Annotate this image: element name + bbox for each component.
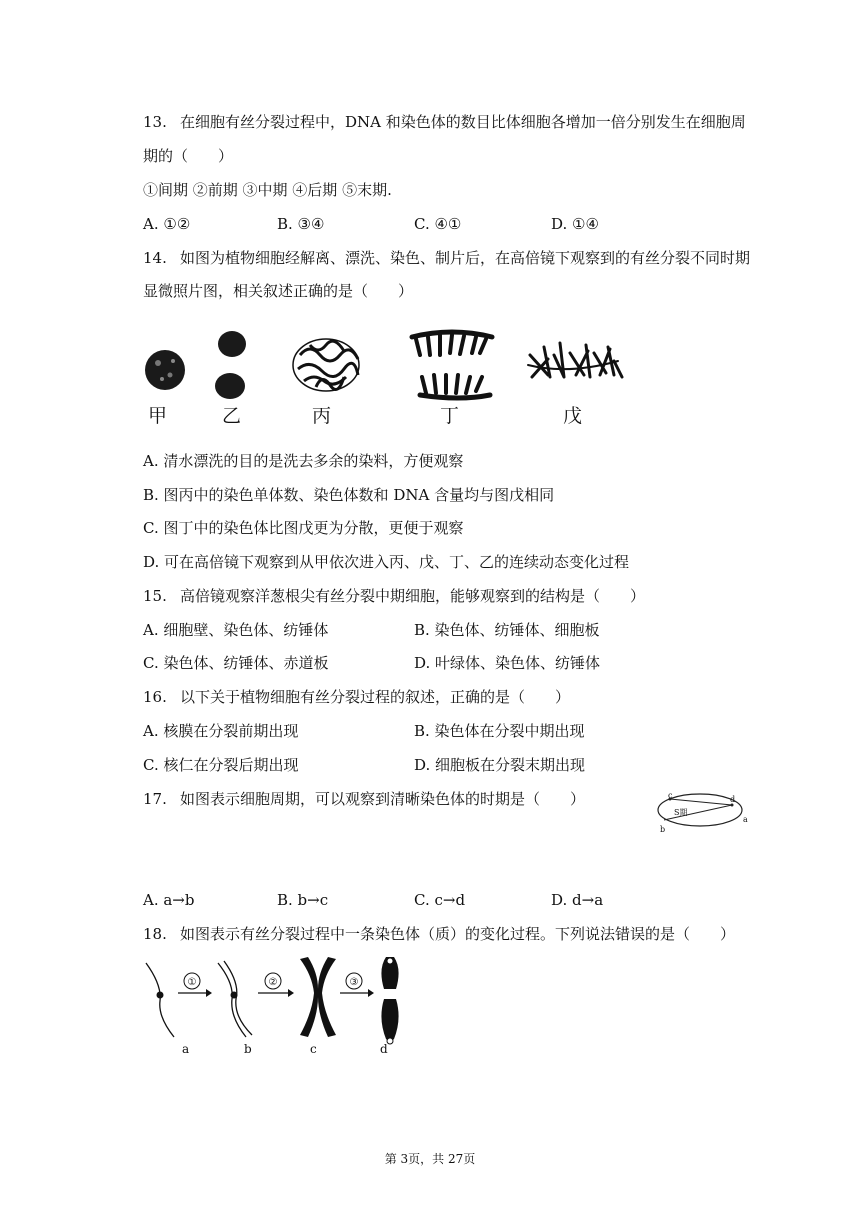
q14-stem-line2: 显微照片图，相关叙述正确的是（ ） xyxy=(143,282,414,300)
q17-cell-cycle-figure xyxy=(652,786,754,838)
step-3-label: ③ xyxy=(349,977,359,988)
cycle-label-a: a xyxy=(743,815,748,824)
q13-option-b[interactable]: B. ③④ xyxy=(277,215,325,233)
q16-option-d[interactable]: D. 细胞板在分裂末期出现 xyxy=(414,756,586,774)
q14-option-c[interactable]: C. 图丁中的染色体比图戊更为分散，更便于观察 xyxy=(143,519,464,537)
q14-micrograph-figure xyxy=(140,325,630,430)
q16-number: 16. xyxy=(143,688,167,706)
q15-option-a[interactable]: A. 细胞壁、染色体、纺锤体 xyxy=(143,621,329,639)
q15-option-b[interactable]: B. 染色体、纺锤体、细胞板 xyxy=(414,621,600,639)
q17-option-a[interactable]: A. a→b xyxy=(143,891,195,909)
cell-jia-image xyxy=(145,350,185,390)
q16-option-b[interactable]: B. 染色体在分裂中期出现 xyxy=(414,722,585,740)
cell-wu-image xyxy=(528,343,622,377)
q13-option-d[interactable]: D. ①④ xyxy=(551,215,599,233)
q13-stem-line1: 13. 在细胞有丝分裂过程中，DNA 和染色体的数目比体细胞各增加一倍分别发生在细胞周 xyxy=(143,113,746,131)
cycle-label-c: c xyxy=(668,791,673,800)
cycle-label-b: b xyxy=(660,825,666,834)
page-number-footer: 第 3页，共 27页 xyxy=(384,1152,476,1166)
q18-stem: 18. 如图表示有丝分裂过程中一条染色体（质）的变化过程。下列说法错误的是（ ） xyxy=(143,925,736,943)
q13-option-a[interactable]: A. ①② xyxy=(143,215,191,233)
q16-option-c[interactable]: C. 核仁在分裂后期出现 xyxy=(143,756,299,774)
q13-stages: ①间期 ②前期 ③中期 ④后期 ⑤末期. xyxy=(143,181,392,199)
cycle-label-d: d xyxy=(730,795,736,804)
q17-option-c[interactable]: C. c→d xyxy=(414,891,466,909)
q16-stem: 16. 以下关于植物细胞有丝分裂过程的叙述，正确的是（ ） xyxy=(143,688,571,706)
q15-stem: 15. 高倍镜观察洋葱根尖有丝分裂中期细胞，能够观察到的结构是（ ） xyxy=(143,587,646,605)
stage-label-b: b xyxy=(244,1042,252,1055)
q15-option-c[interactable]: C. 染色体、纺锤体、赤道板 xyxy=(143,654,329,672)
label-jia: 甲 xyxy=(148,405,168,427)
q14-option-d[interactable]: D. 可在高倍镜下观察到从甲依次进入丙、戊、丁、乙的连续动态变化过程 xyxy=(143,553,630,571)
cell-yi-image xyxy=(215,331,246,399)
q13-number: 13. xyxy=(143,113,167,131)
q17-option-d[interactable]: D. d→a xyxy=(551,891,604,909)
q16-option-a[interactable]: A. 核膜在分裂前期出现 xyxy=(143,722,299,740)
q17-option-b[interactable]: B. b→c xyxy=(277,891,329,909)
cell-ding-image xyxy=(412,332,492,398)
stage-label-a: a xyxy=(182,1042,190,1055)
label-wu: 戊 xyxy=(563,405,583,427)
stage-label-d: d xyxy=(380,1042,388,1055)
q14-option-a[interactable]: A. 清水漂洗的目的是洗去多余的染料，方便观察 xyxy=(143,452,464,470)
label-yi: 乙 xyxy=(222,405,242,427)
label-ding: 丁 xyxy=(440,405,460,427)
step-2-label: ② xyxy=(268,977,278,988)
q14-option-b[interactable]: B. 图丙中的染色单体数、染色体数和 DNA 含量均与图戊相同 xyxy=(143,486,555,504)
cycle-label-s: S期 xyxy=(674,808,688,817)
q17-stem: 17. 如图表示细胞周期，可以观察到清晰染色体的时期是（ ） xyxy=(143,790,586,808)
q14-number: 14. xyxy=(143,249,167,267)
label-bing: 丙 xyxy=(312,405,332,427)
q13-option-c[interactable]: C. ④① xyxy=(414,215,462,233)
q13-stem-line2: 期的（ ） xyxy=(143,147,234,165)
q14-stem-line1: 14. 如图为植物细胞经解离、漂洗、染色、制片后，在高倍镜下观察到的有丝分裂不同时期 xyxy=(143,249,751,267)
q18-chromosome-figure xyxy=(140,955,410,1055)
cell-bing-image xyxy=(293,339,359,391)
stage-label-c: c xyxy=(310,1042,317,1055)
step-1-label: ① xyxy=(187,977,197,988)
q17-number: 17. xyxy=(143,790,167,808)
q18-number: 18. xyxy=(143,925,167,943)
q15-number: 15. xyxy=(143,587,167,605)
q15-option-d[interactable]: D. 叶绿体、染色体、纺锤体 xyxy=(414,654,601,672)
